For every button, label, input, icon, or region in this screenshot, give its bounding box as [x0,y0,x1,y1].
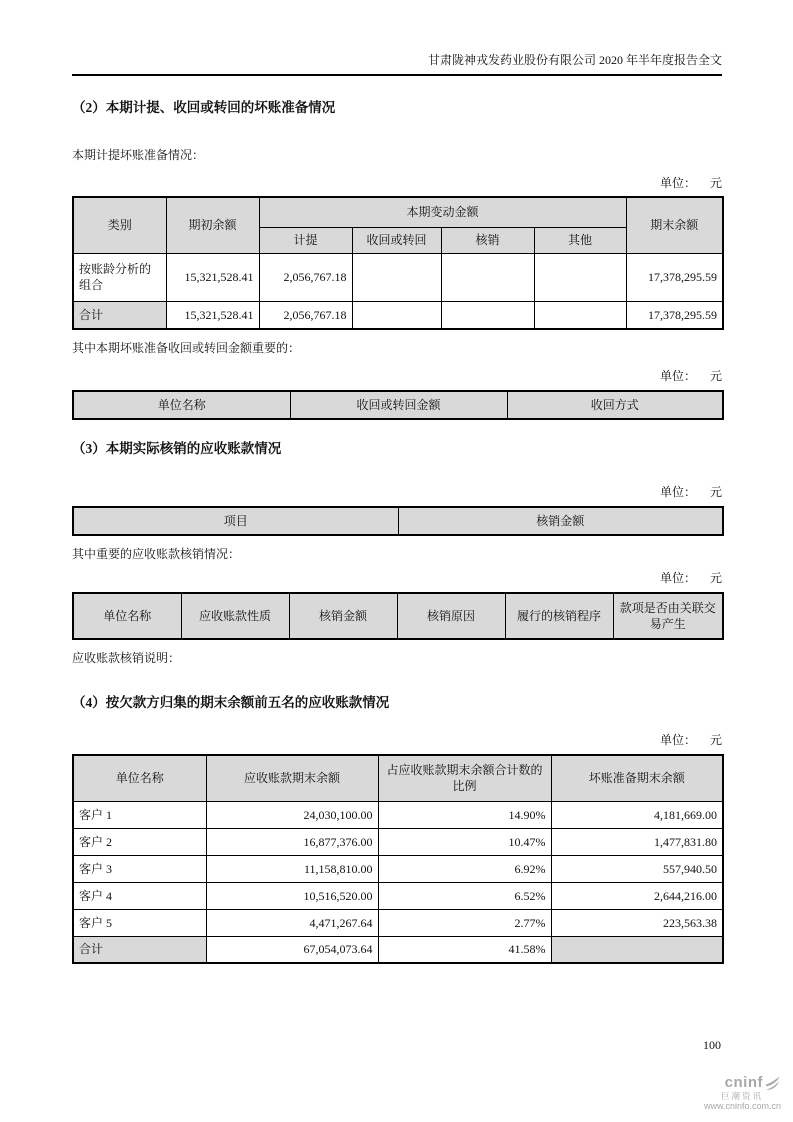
unit-line-4 [72,570,722,586]
t2-header-method: 收回方式 [507,391,723,419]
t5-header-closing-balance: 应收账款期末余额 [206,755,378,801]
t4-header-unit-name: 单位名称 [73,593,181,639]
t5-cell-proportion: 6.52% [378,882,551,909]
table-row [73,882,723,909]
unit-label: 单位： [659,369,696,383]
unit-line-5 [72,732,722,748]
t1-total-label: 合计 [73,301,166,329]
t1-total-other [534,301,626,329]
t1-cell-recover [352,253,441,301]
t5-header-proportion: 占应收账款期末余额合计数的比例 [378,755,551,801]
unit-value: 元 [709,485,722,499]
unit-value: 元 [709,176,722,190]
t5-cell-proportion: 6.92% [378,855,551,882]
report-header [72,0,722,76]
t1-cell-accrual: 2,056,767.18 [259,253,352,301]
t5-total-bad-debt [551,936,723,963]
unit-line-3 [72,484,722,500]
unit-line-2 [72,368,722,384]
t5-cell-balance: 11,158,810.00 [206,855,378,882]
table-row [73,801,723,828]
cninfo-swoosh-icon [764,1075,781,1092]
t5-cell-bad-debt: 4,181,669.00 [551,801,723,828]
t5-row-label: 客户 4 [73,882,206,909]
section-3-title: （3）本期实际核销的应收账款情况 [72,441,282,456]
t5-header-bad-debt: 坏账准备期末余额 [551,755,723,801]
t1-header-accrual: 计提 [259,227,352,253]
t1-total-accrual: 2,056,767.18 [259,301,352,329]
t5-cell-bad-debt: 2,644,216.00 [551,882,723,909]
unit-line-1 [72,175,722,191]
unit-label: 单位： [659,485,696,499]
t5-total-label: 合计 [73,936,206,963]
t5-row-label: 客户 5 [73,909,206,936]
t5-total-balance: 67,054,073.64 [206,936,378,963]
t1-total-opening: 15,321,528.41 [166,301,259,329]
t5-cell-bad-debt: 223,563.38 [551,909,723,936]
section-2-intro: 本期计提坏账准备情况： [72,148,205,162]
cninfo-logo-row [704,1075,781,1092]
recover-note: 其中本期坏账准备收回或转回金额重要的： [72,341,301,355]
important-writeoff-note: 其中重要的应收账款核销情况： [72,547,241,561]
unit-label: 单位： [659,571,696,585]
t1-header-writeoff: 核销 [441,227,534,253]
t3-header-item: 项目 [73,507,398,535]
table-row [73,855,723,882]
t1-header-category: 类别 [73,197,166,253]
t1-header-opening: 期初余额 [166,197,259,253]
t5-cell-bad-debt: 1,477,831.80 [551,828,723,855]
t1-cell-other [534,253,626,301]
cninfo-cn-name: 巨潮资讯 [720,1090,763,1101]
t1-header-closing: 期末余额 [626,197,723,253]
t5-cell-proportion: 2.77% [378,909,551,936]
t5-cell-balance: 4,471,267.64 [206,909,378,936]
t1-header-recover: 收回或转回 [352,227,441,253]
t1-header-other: 其他 [534,227,626,253]
unit-label: 单位： [659,176,696,190]
t5-row-label: 客户 2 [73,828,206,855]
t5-cell-proportion: 14.90% [378,801,551,828]
table-row [73,828,723,855]
table-row [73,909,723,936]
t5-header-unit-name: 单位名称 [73,755,206,801]
unit-value: 元 [709,369,722,383]
page-number: 100 [703,1038,721,1052]
table-row-total [73,936,723,963]
t5-row-label: 客户 3 [73,855,206,882]
t5-cell-bad-debt: 557,940.50 [551,855,723,882]
table-row [73,253,723,301]
t1-total-writeoff [441,301,534,329]
t5-cell-balance: 16,877,376.00 [206,828,378,855]
table-row-total [73,301,723,329]
t4-header-nature: 应收账款性质 [181,593,289,639]
important-writeoff-table [72,592,724,640]
report-header-title: 甘肃陇神戎发药业股份有限公司 2020 年半年度报告全文 [427,53,722,67]
t1-total-closing: 17,378,295.59 [626,301,723,329]
t1-total-recover [352,301,441,329]
section-4-title: （4）按欠款方归集的期末余额前五名的应收账款情况 [72,695,390,710]
unit-value: 元 [709,571,722,585]
recover-detail-table [72,390,724,420]
t5-cell-balance: 24,030,100.00 [206,801,378,828]
page-content [72,0,722,964]
t1-cell-closing: 17,378,295.59 [626,253,723,301]
t4-header-related-party: 款项是否由关联交易产生 [613,593,723,639]
bad-debt-provision-table [72,196,724,330]
t1-header-change: 本期变动金额 [259,197,626,227]
t5-total-proportion: 41.58% [378,936,551,963]
cninfo-logo [704,1075,781,1112]
t2-header-unit-name: 单位名称 [73,391,290,419]
t2-header-amount: 收回或转回金额 [290,391,507,419]
section-2-title: （2）本期计提、收回或转回的坏账准备情况 [72,100,336,115]
t5-cell-proportion: 10.47% [378,828,551,855]
t5-row-label: 客户 1 [73,801,206,828]
t4-header-procedure: 履行的核销程序 [505,593,613,639]
cninfo-brand-text: cninf [724,1074,763,1092]
writeoff-table [72,506,724,536]
top5-receivables-table [72,754,724,964]
writeoff-explanation-note: 应收账款核销说明： [72,651,181,665]
t1-cell-writeoff [441,253,534,301]
t4-header-reason: 核销原因 [397,593,505,639]
t5-cell-balance: 10,516,520.00 [206,882,378,909]
cninfo-url: www.cninfo.com.cn [703,1101,781,1112]
t3-header-amount: 核销金额 [398,507,723,535]
t1-cell-opening: 15,321,528.41 [166,253,259,301]
unit-value: 元 [709,733,722,747]
t4-header-amount: 核销金额 [289,593,397,639]
t1-row-label: 按账龄分析的组合 [73,253,166,301]
unit-label: 单位： [659,733,696,747]
